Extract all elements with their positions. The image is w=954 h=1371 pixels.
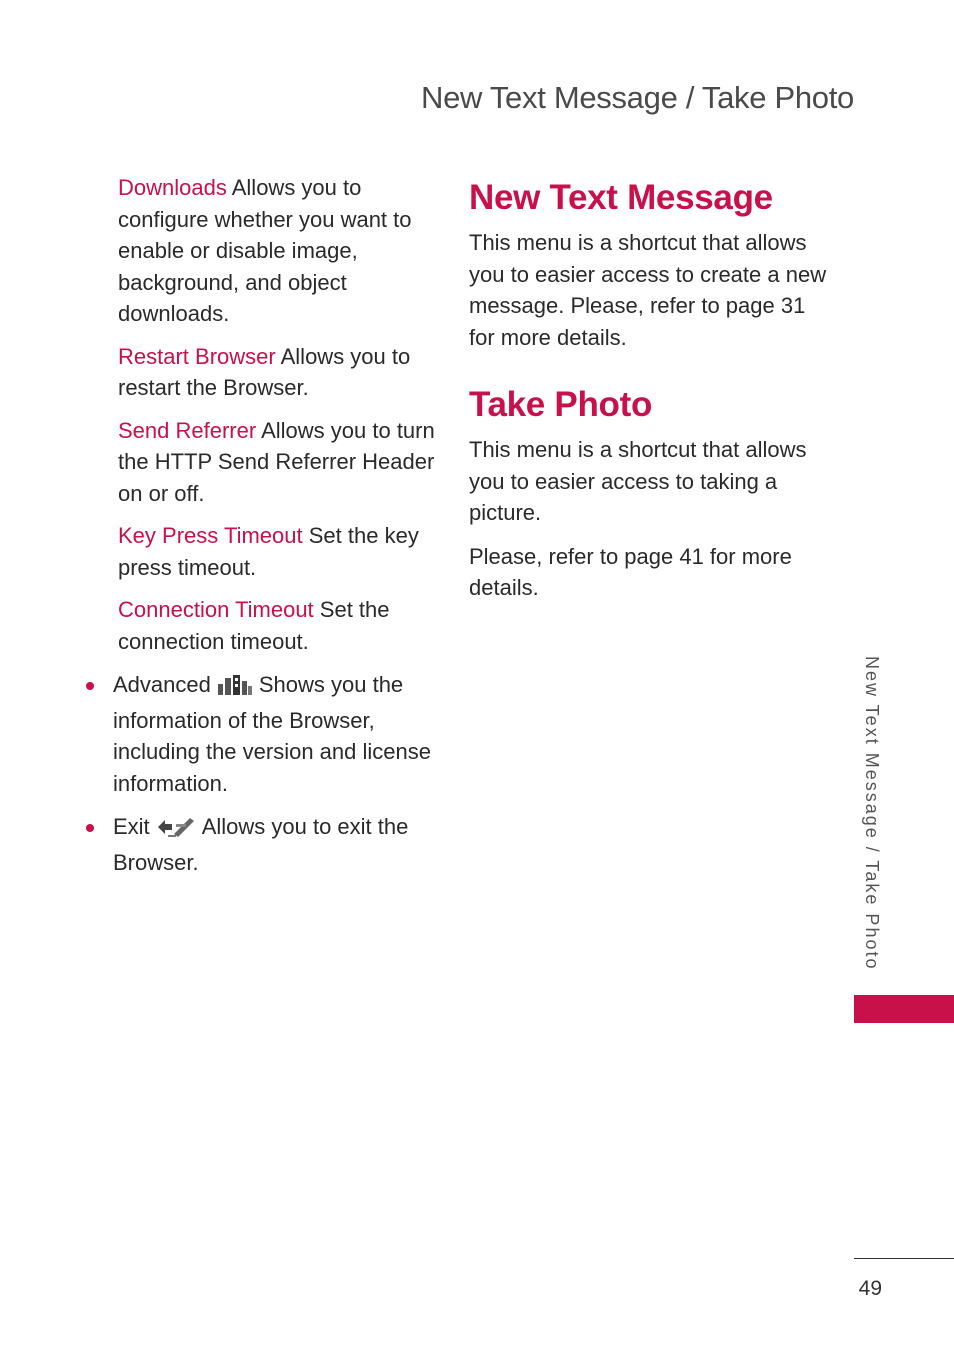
bullet-label-advanced: Advanced bbox=[113, 672, 211, 697]
definition-restart-browser bbox=[118, 341, 444, 404]
page-number: 49 bbox=[858, 1277, 882, 1300]
term-key-press-timeout: Key Press Timeout bbox=[118, 523, 303, 548]
definition-downloads bbox=[118, 172, 444, 330]
definition-text: Allows you to configure whether you want to enable or disable image, background, and object downloads. bbox=[118, 175, 412, 326]
bullet-dot bbox=[86, 824, 94, 832]
bullet-text-advanced: Shows you the information of the Browser, including the version and license information. bbox=[113, 672, 431, 796]
definition-text: Allows you to turn the HTTP Send Referrer Header on or off. bbox=[118, 417, 435, 506]
definition-text: Allows you to restart the Browser. bbox=[118, 343, 411, 400]
term-downloads: Downloads bbox=[118, 175, 227, 200]
exit-icon bbox=[156, 815, 196, 847]
section-paragraph: This menu is a shortcut that allows you to easier access to taking a picture. bbox=[469, 437, 807, 525]
section-heading-take-photo: Take Photo bbox=[469, 385, 653, 424]
running-head-title: New Text Message / Take Photo bbox=[420, 80, 854, 115]
definition-text: Set the connection timeout. bbox=[118, 597, 390, 654]
left-column bbox=[84, 172, 444, 890]
advanced-icon bbox=[217, 673, 253, 705]
right-column bbox=[469, 172, 829, 616]
bullet-exit bbox=[84, 811, 444, 878]
section-heading-new-text-message: New Text Message bbox=[469, 178, 773, 217]
term-send-referrer: Send Referrer bbox=[118, 417, 257, 443]
definition-key-press-timeout bbox=[118, 520, 444, 583]
bullet-advanced bbox=[84, 669, 444, 799]
bullet-dot bbox=[86, 682, 94, 690]
section-paragraph: This menu is a shortcut that allows you to easier access to create a new message. Please, refer to page 31 for more details. bbox=[469, 230, 827, 350]
footer-rule bbox=[854, 1258, 954, 1259]
section-paragraph: Please, refer to page 41 for more details. bbox=[469, 543, 792, 600]
term-restart-browser: Restart Browser bbox=[118, 343, 276, 369]
term-connection-timeout: Connection Timeout bbox=[118, 597, 314, 622]
bullet-text-exit: Allows you to exit the Browser. bbox=[113, 814, 409, 875]
side-tab-marker bbox=[854, 995, 954, 1023]
definition-connection-timeout bbox=[118, 594, 444, 657]
bullet-label-exit: Exit bbox=[113, 814, 150, 839]
side-tab-label: New Text Message / Take Photo bbox=[862, 656, 882, 971]
definition-text: Set the key press timeout. bbox=[118, 523, 419, 580]
definition-send-referrer bbox=[118, 415, 444, 510]
